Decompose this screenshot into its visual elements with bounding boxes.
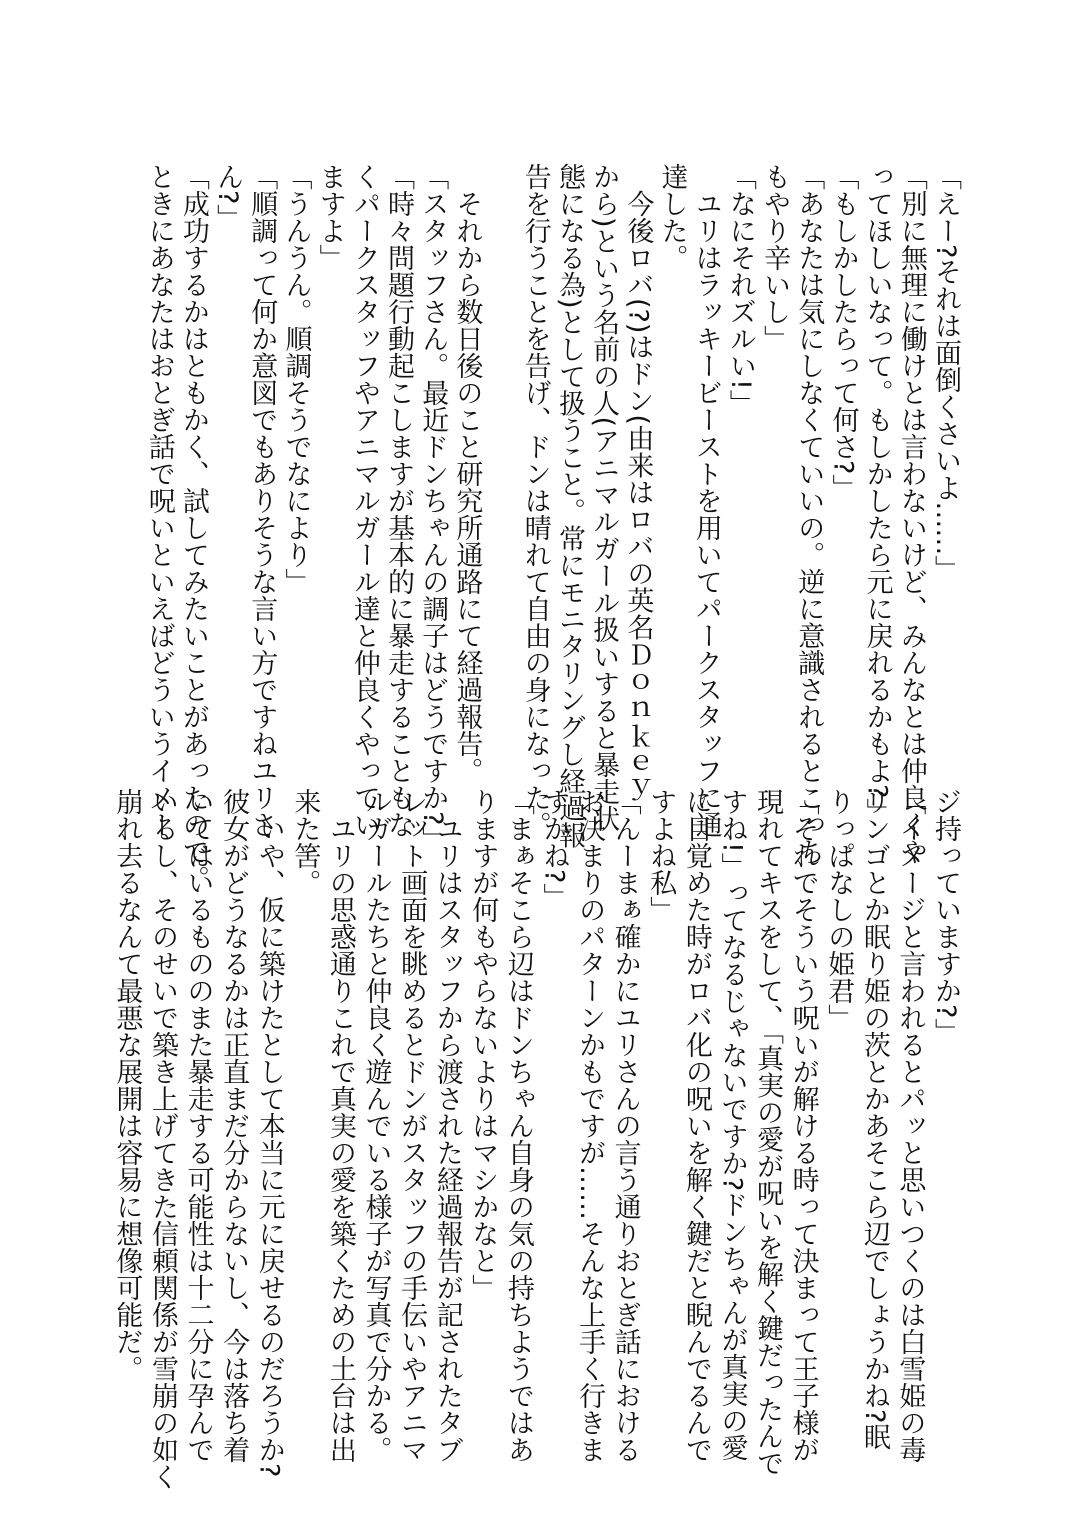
text-line: 「えー?それは面倒くさいよ……」: [930, 163, 961, 583]
text-line: ルガールたちと仲良く遊んでいる様子が写真で分かる。: [360, 788, 392, 1463]
text-line: 「それでそういう呪いが解ける時って決まって王子様が: [787, 788, 819, 1463]
text-line: いや、仮に築けたとして本当に元に戻せるのだろうか?: [253, 788, 285, 1478]
text-line: 「うんうん。順調そうでなにより」: [280, 163, 312, 595]
text-line: すよね私」: [645, 788, 677, 923]
text-line: ますよ」: [314, 163, 346, 271]
text-line: お決まりのパターンかもですが……そんな上手く行きま: [574, 788, 606, 1463]
text-line: 「あなたは気にしなくていいの。逆に意識されるとこっち: [793, 163, 825, 865]
text-line: 「もしかしたらって何さ?」: [827, 163, 859, 502]
text-line: りますが何もやらないよりはマシかなと」: [467, 788, 499, 1301]
text-line: 「別に無理に働けとは言わないけど、みんなとは仲良くや: [895, 163, 927, 865]
text-line: くパークスタッフやアニマルガール達と仲良くやってい: [348, 163, 380, 838]
text-line: 「なにそれズルい!」: [724, 163, 756, 417]
text-line: 崩れ去るなんて最悪な展開は容易に想像可能だ。: [111, 788, 143, 1382]
text-block-bottom: [109, 788, 963, 1490]
text-line: 告を行うことを告げ、ドンは晴れて自由の身になった。: [519, 163, 551, 838]
text-line: から)という名前の人(アニマルガール扱いすると暴走状: [588, 163, 620, 833]
text-line: 来た筈。: [289, 788, 321, 896]
text-line: 「時々問題行動起こしますが基本的に暴走することもな: [383, 163, 414, 838]
text-line: に目覚めた時がロバ化の呪いを解く鍵だと睨んでるんで: [680, 788, 712, 1463]
text-line: ユリはラッキービーストを用いてパークスタッフに通: [690, 163, 722, 838]
text-line: すかね?」: [538, 788, 570, 911]
text-line: ときにあなたはおとぎ話で呪いといえばどういうイメー: [143, 163, 175, 838]
text-line: ん?」: [212, 163, 244, 232]
text-line: いるし、そのせいで築き上げてきた信頼関係が雪崩の如く: [146, 788, 178, 1490]
text-line: 現れてキスをして、「真実の愛が呪いを解く鍵だったんで: [752, 788, 784, 1477]
text-line: 彼女がどうなるかは正直まだ分からないし、今は落ち着: [218, 788, 250, 1463]
text-line: ユリの思惑通りこれで真実の愛を築くための土台は出: [324, 788, 356, 1463]
text-line: ジ持っていますか?」: [930, 788, 961, 1046]
text-line: すね!」ってなるじゃないですか?ドンちゃんが真実の愛: [716, 788, 748, 1462]
text-line: 達した。: [656, 163, 688, 271]
text-line: [483, 163, 517, 783]
text-line: それから数日後のこと研究所通路にて経過報告。: [451, 163, 483, 784]
text-line: レット画面を眺めるとドンがスタッフの手伝いやアニマ: [396, 788, 428, 1463]
text-line: 「成功するかはともかく、試してみたいことがあったので。: [177, 163, 209, 892]
text-line: 「んーまぁ確かにユリさんの言う通りおとぎ話における: [609, 788, 641, 1463]
text-line: もやり辛いし」: [759, 163, 791, 352]
text-line: 態になる為)として扱うこと。常にモニタリングし経過報: [553, 163, 585, 849]
text-line: 「まぁそこら辺はドンちゃん自身の気の持ちようではあ: [502, 788, 534, 1463]
text-line: リンゴとか眠り姫の茨とかあそこら辺でしょうかね?眠: [858, 788, 890, 1451]
text-line: りっぱなしの姫君」: [823, 788, 855, 1031]
text-line: 今後ロバ(?)はドン(由来はロバの英名Ｄｏｎｋｅｙ: [622, 163, 654, 803]
text-line: 「順調って何か意図でもありそうな言い方ですねユリさ: [246, 163, 278, 838]
text-line: 「イメージと言われるとパッと思いつくのは白雪姫の毒: [894, 788, 926, 1463]
text-line: ってほしいなって。もしかしたら元に戻れるかもよ?」: [861, 163, 893, 826]
text-line: ユリはスタッフから渡された経過報告が記されたタブ: [431, 788, 463, 1463]
text-line: いてはいるもののまた暴走する可能性は十二分に孕んで: [182, 788, 214, 1463]
text-line: 「スタッフさん。最近ドンちゃんの調子はどうですか?」: [417, 163, 449, 853]
